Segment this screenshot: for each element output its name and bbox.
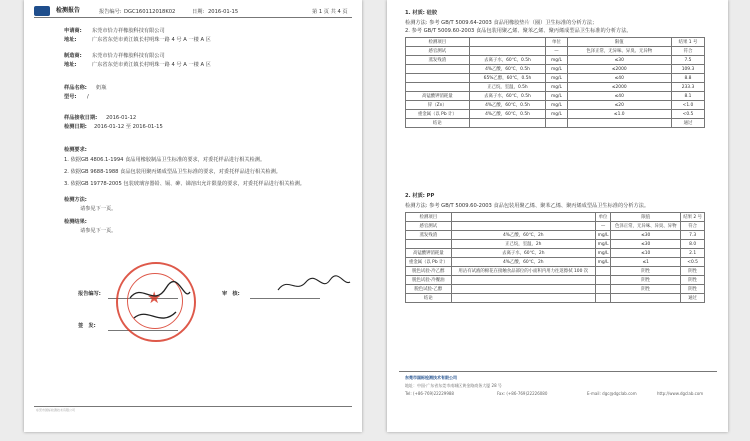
table-cell (451, 222, 595, 231)
table-cell: mg/L (546, 101, 567, 110)
table-row (406, 294, 705, 303)
table-cell: 4%乙酸，60℃，0.5h (469, 110, 546, 119)
table-cell: ≤30 (611, 231, 681, 240)
section-1-method: 检测方法: 参考 GB/T 5009.64-2003 食品用橡胶垫片（圈）卫生标准的分析方法； (405, 20, 598, 26)
table-cell: mg/L (546, 74, 567, 83)
table-row (406, 56, 705, 65)
company-seal: ★ (116, 262, 196, 342)
table-cell: 结论 (406, 294, 452, 303)
table-cell: ≤2000 (567, 65, 671, 74)
col-condition (469, 38, 546, 47)
table-cell: 用沾有试液的棉花在接触食品部位的小面积内用力往返擦拭 100 次 (451, 267, 595, 276)
table-cell: mg/L (546, 65, 567, 74)
report-page-1 (24, 0, 362, 432)
reviewer-label: 审 核: (222, 291, 240, 297)
requirement-item: 3. 依据GB 19778-2005 包装玻璃容器铅、镉、砷、锑溶出允许限量的要求，对委托样品进行相关检测。 (64, 181, 305, 187)
results-table-1 (405, 37, 705, 128)
table-row (406, 92, 705, 101)
table-cell (451, 276, 595, 285)
table-cell: ≤20 (567, 101, 671, 110)
table-cell (406, 83, 470, 92)
table-row (406, 249, 705, 258)
table-cell: 阴性 (681, 285, 705, 294)
table-cell: 4%乙酸，60℃，0.5h (469, 65, 546, 74)
table-row (406, 240, 705, 249)
table-row (406, 285, 705, 294)
applicant-address: 广东省东莞市黄江镇长村明珠一路 4 号 A 一楼 A 区 (92, 37, 211, 43)
table-cell (469, 119, 546, 128)
table-cell: 8.1 (671, 92, 704, 101)
section-1-method-2: 2. 参考 GB/T 5009.60-2003 食品包装用聚乙烯、聚苯乙烯、聚丙烯成型品卫生标准的分析方法。 (405, 28, 632, 34)
footer-website: http://www.dgclab.com (657, 391, 704, 396)
maker-address-label: 地址: (64, 62, 77, 68)
section-1-title: 1. 材质: 硅胶 (405, 10, 438, 16)
table-cell: <0.5 (671, 110, 704, 119)
table-cell: 高锰酸钾消耗量 (406, 92, 470, 101)
applicant: 东莞市恰力祥橡胶科技有限公司 (92, 28, 165, 34)
col-item: 检测项目 (406, 213, 452, 222)
table-cell (595, 285, 610, 294)
table-cell: 脱色试验-冷餐油 (406, 276, 452, 285)
table-cell (406, 65, 470, 74)
table-cell: ≤40 (567, 92, 671, 101)
table-cell: 脱色试验-乙醇 (406, 285, 452, 294)
company-logo-icon (34, 6, 50, 16)
requirement-item: 2. 依据GB 9688-1988 食品包装用聚丙烯成型品卫生标准的要求，对委托样品进行相关检测。 (64, 169, 281, 175)
footer-email: E-mail: dgc@dgclab.com (587, 391, 637, 396)
table-row (406, 47, 705, 56)
table-row (406, 101, 705, 110)
model-label: 型号: (64, 94, 77, 100)
table-cell: mg/L (546, 83, 567, 92)
table-cell: <0.5 (681, 258, 705, 267)
table-cell: 正己烷，室温，0.5h (469, 83, 546, 92)
table-cell: 蒸发残渣 (406, 231, 452, 240)
report-date: 2016-01-15 (208, 9, 239, 15)
test-period: 2016-01-12 至 2016-01-15 (94, 124, 163, 130)
applicant-label: 申请商: (64, 28, 82, 34)
date-label: 日期: (192, 9, 205, 15)
preparer-label: 报告编写: (78, 291, 101, 297)
table-cell: 109.3 (671, 65, 704, 74)
table-row (406, 222, 705, 231)
table-cell: mg/L (595, 240, 610, 249)
receive-date: 2016-01-12 (106, 115, 137, 121)
table-cell (595, 267, 610, 276)
table-row (406, 65, 705, 74)
table-cell: 锌（Zn） (406, 101, 470, 110)
table-cell: mg/L (546, 110, 567, 119)
table-cell: 7.3 (681, 231, 705, 240)
signature (274, 270, 354, 300)
section-2-method: 检测方法: 参考 GB/T 5009.60-2003 食品包装用聚乙烯、聚苯乙烯、聚丙烯成型品卫生标准的分析方法。 (405, 203, 650, 209)
table-cell: mg/L (595, 249, 610, 258)
table-cell: 阴性 (611, 285, 681, 294)
sample-name: 奶瓶 (96, 85, 107, 91)
table-cell (406, 74, 470, 83)
table-cell: 重金属（以 Pb 计） (406, 110, 470, 119)
table-row (406, 83, 705, 92)
table-cell: 阴性 (611, 267, 681, 276)
table-cell (451, 294, 595, 303)
maker-label: 制造商: (64, 53, 82, 59)
table-cell (595, 276, 610, 285)
table-cell: 4%乙酸，60℃，0.5h (469, 101, 546, 110)
table-cell (611, 294, 681, 303)
signature (124, 272, 194, 332)
col-condition (451, 213, 595, 222)
table-cell: 脱色试验-冷乙醇 (406, 267, 452, 276)
table-header (406, 213, 705, 222)
table-cell: 8.8 (671, 74, 704, 83)
table-cell: — (595, 222, 610, 231)
table-row (406, 276, 705, 285)
report-page-2 (387, 0, 728, 432)
table-row (406, 258, 705, 267)
table-cell: 去离子水，60℃，0.5h (469, 56, 546, 65)
table-cell: 去离子水，60℃，0.5h (469, 92, 546, 101)
table-cell: — (546, 47, 567, 56)
method-title: 检测方法: (64, 197, 87, 203)
report-no: DGC16011201​8K02 (124, 9, 176, 15)
result-title: 检测结果: (64, 219, 87, 225)
footer-tel: Tel: (+86-769)22229988 (405, 391, 454, 396)
section-2-title: 2. 材质: PP (405, 193, 435, 199)
table-cell: 色泽正常，无异味、异臭、异物 (611, 222, 681, 231)
sample-label: 样品名称: (64, 85, 87, 91)
col-limit: 限值 (567, 38, 671, 47)
table-cell: 符合 (671, 47, 704, 56)
col-item: 检测项目 (406, 38, 470, 47)
table-cell (406, 240, 452, 249)
footer-company: 东莞市国标检测技术有限公司 (405, 375, 457, 380)
table-row (406, 231, 705, 240)
table-cell: ≤30 (611, 240, 681, 249)
table-row (406, 74, 705, 83)
table-cell: 通过 (671, 119, 704, 128)
table-cell: <1.0 (671, 101, 704, 110)
receive-date-label: 样品接收日期: (64, 115, 98, 121)
table-cell: mg/L (595, 258, 610, 267)
test-period-label: 检测日期: (64, 124, 87, 130)
table-cell: 去离子水，60℃，2h (451, 249, 595, 258)
table-cell: ≤30 (567, 56, 671, 65)
table-cell: mg/L (595, 231, 610, 240)
table-cell: 233.3 (671, 83, 704, 92)
table-cell: 符合 (681, 222, 705, 231)
report-title: 检测报告 (56, 7, 81, 14)
table-cell: 感官测试 (406, 47, 470, 56)
table-cell: 通过 (681, 294, 705, 303)
table-row (406, 110, 705, 119)
col-result: 结果 2 号 (681, 213, 705, 222)
col-limit: 限值 (611, 213, 681, 222)
table-cell: 正己烷，室温，2h (451, 240, 595, 249)
requirement-item: 1. 依据GB 4806.1-1994 食品用橡胶制品卫生标准的要求，对委托样品进行相关检测。 (64, 157, 266, 163)
col-unit: 单位 (546, 38, 567, 47)
table-row (406, 119, 705, 128)
table-cell: 蒸发残渣 (406, 56, 470, 65)
table-cell: ≤1 (611, 258, 681, 267)
address-label: 地址: (64, 37, 77, 43)
method-text: 请参见下一页。 (80, 206, 117, 212)
table-cell: ≤2000 (567, 83, 671, 92)
footer-company: 东莞市国标检测技术有限公司 (36, 408, 76, 412)
page-info: 第 1 页 共 4 页 (312, 9, 348, 15)
maker-address: 广东省东莞市黄江镇长村明珠一路 4 号 A 一楼 A 区 (92, 62, 211, 68)
table-header (406, 38, 705, 47)
table-cell: ≤1.0 (567, 110, 671, 119)
maker: 东莞市恰力祥橡胶科技有限公司 (92, 53, 165, 59)
table-cell: ≤40 (567, 74, 671, 83)
table-cell: 65%乙醇，60℃，0.5h (469, 74, 546, 83)
col-result: 结果 1 号 (671, 38, 704, 47)
table-cell: 7.5 (671, 56, 704, 65)
table-cell (469, 47, 546, 56)
table-cell (595, 294, 610, 303)
table-cell: mg/L (546, 92, 567, 101)
table-cell: 8.0 (681, 240, 705, 249)
footer-address: 地址：中国·广东省东莞市南城区黄金路商务大厦 28 号 (405, 383, 502, 388)
table-cell: 色泽正常，无异味、异臭、无异物 (567, 47, 671, 56)
table-cell: 结论 (406, 119, 470, 128)
table-cell: 2.1 (681, 249, 705, 258)
report-no-label: 报告编号: (99, 9, 122, 15)
table-cell (451, 285, 595, 294)
signer-label: 签 发: (78, 323, 96, 329)
footer-fax: Fax: (+86-769)22226080 (497, 391, 548, 396)
requirements-title: 检测要求: (64, 147, 87, 153)
table-cell: 高锰酸钾消耗量 (406, 249, 452, 258)
table-cell: 感官测试 (406, 222, 452, 231)
col-unit: 单位 (595, 213, 610, 222)
table-cell: 阴性 (611, 276, 681, 285)
table-cell: ≤10 (611, 249, 681, 258)
result-text: 请参见下一页。 (80, 228, 117, 234)
table-cell: mg/L (546, 56, 567, 65)
table-cell: 重金属（以 Pb 计） (406, 258, 452, 267)
table-cell: 4%乙酸，60℃，2h (451, 258, 595, 267)
table-cell: 4%乙酸，60℃，2h (451, 231, 595, 240)
table-cell (546, 119, 567, 128)
model: / (87, 94, 89, 100)
table-cell: 阴性 (681, 276, 705, 285)
results-table-2 (405, 212, 705, 303)
table-row (406, 267, 705, 276)
table-cell: 阴性 (681, 267, 705, 276)
table-cell (567, 119, 671, 128)
